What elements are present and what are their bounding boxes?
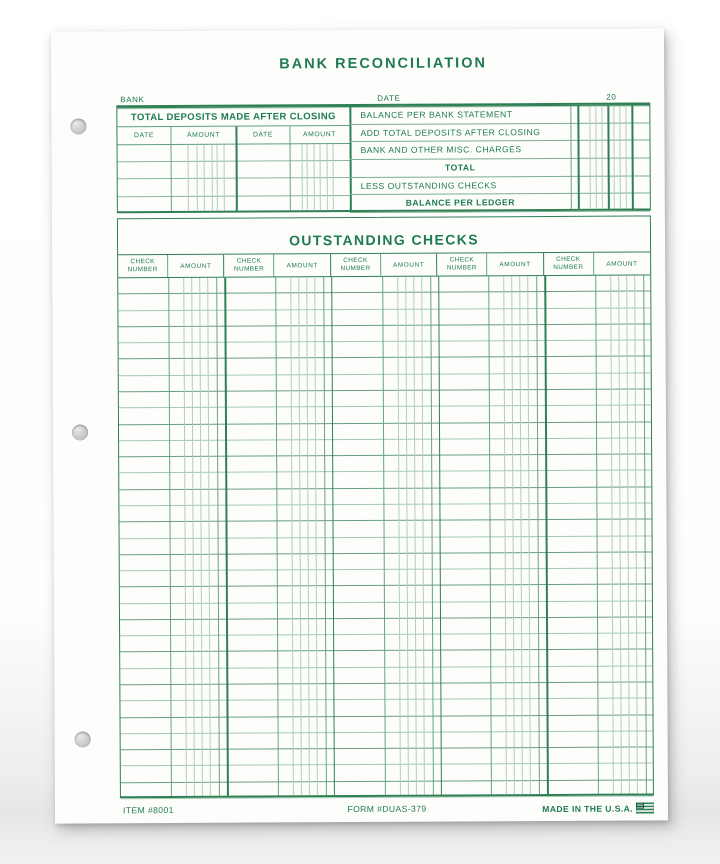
amount-col-label: AMOUNT [392,261,425,269]
bank-field[interactable] [146,91,370,105]
deposits-data-rows[interactable] [118,144,350,211]
grid-rule [235,127,237,211]
punch-hole-middle [72,424,88,440]
year-label: 20 [606,92,617,102]
summary-row-label: LESS OUTSTANDING CHECKS [360,179,497,191]
summary-row-label: TOTAL [444,162,476,173]
us-flag-icon [636,802,654,813]
deposit-row[interactable] [118,196,350,213]
col-date-2: DATE [252,131,274,139]
footer [120,802,654,821]
check-number-col-label: CHECK NUMBER [331,254,381,276]
summary-row-label: ADD TOTAL DEPOSITS AFTER CLOSING [360,126,541,138]
deposits-column-headers [117,126,349,145]
made-in-usa-label: MADE IN THE U.S.A. [542,803,634,814]
summary-row [349,123,649,142]
deposit-row[interactable] [118,178,350,196]
summary-row [349,105,649,124]
check-number-col-label: CHECK NUMBER [225,254,275,276]
check-number-col-label: CHECK NUMBER [118,255,168,277]
outstanding-checks-header [118,251,650,278]
date-field[interactable] [406,90,590,104]
amount-col-label: AMOUNT [180,262,212,270]
year-field[interactable] [610,89,650,102]
col-amount-1: AMOUNT [186,131,221,139]
check-group-header [437,253,544,276]
deposits-title: TOTAL DEPOSITS MADE AFTER CLOSING [117,107,349,127]
summary-pane [349,105,650,210]
deposit-row[interactable] [118,144,350,162]
col-date-1: DATE [133,132,155,140]
outstanding-checks-table [117,215,654,798]
amount-col-label: AMOUNT [499,260,531,268]
check-entry-row[interactable] [121,780,653,799]
summary-row [350,141,650,160]
outstanding-checks-title: OUTSTANDING CHECKS [289,231,479,249]
page-title: BANK RECONCILIATION [279,55,487,73]
date-label: DATE [377,93,401,103]
made-in-usa [542,802,654,814]
check-number-col-label: CHECK NUMBER [544,253,594,275]
amount-col-label: AMOUNT [606,260,638,268]
col-amount-2: AMOUNT [302,131,337,139]
summary-row-label: BANK AND OTHER MISC. CHARGES [360,144,522,156]
reconciliation-table [116,104,651,213]
bank-label: BANK [120,95,145,105]
deposits-pane [117,107,352,211]
check-group-header [118,255,225,278]
check-number-col-label: CHECK NUMBER [437,253,487,275]
summary-row-label: BALANCE PER BANK STATEMENT [360,109,513,120]
deposit-row[interactable] [118,161,350,179]
summary-row [350,158,650,177]
punch-hole-top [70,118,86,134]
summary-row-label: BALANCE PER LEDGER [405,197,515,209]
check-group-header [225,254,332,277]
item-number: ITEM #8001 [122,804,174,816]
amount-col-label: AMOUNT [286,261,318,269]
form-number: FORM #DUAS-379 [347,803,427,815]
form-sheet [51,28,668,823]
punch-hole-bottom [75,731,91,747]
summary-row [350,176,650,195]
check-group-header [544,252,651,275]
summary-row [350,194,650,213]
outstanding-checks-body[interactable] [118,275,653,796]
check-group-header [331,254,438,277]
